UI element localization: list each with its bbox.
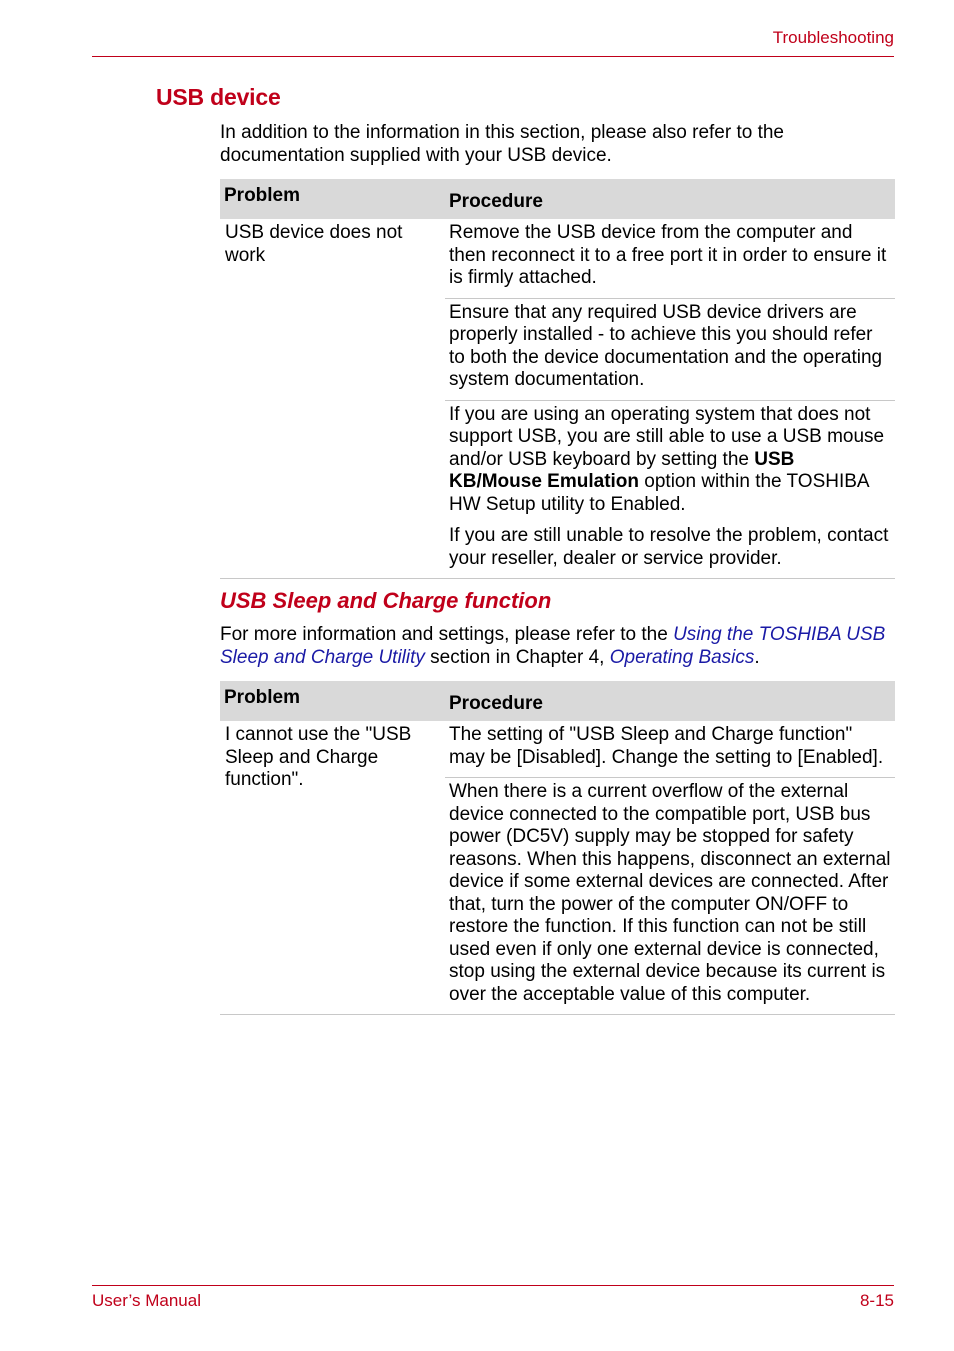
procedure-cell [445,298,895,400]
page-number: 8-15 [859,1291,894,1310]
procedure-cell [445,219,895,298]
usb-sleep-intro: For more information and settings, please refer to the Using the TOSHIBA USB Sleep and Charge Utility section in Chapter 4, Operating Basics. [220,624,886,668]
usb-sleep-table [220,681,895,1015]
procedure-cell [445,778,895,1015]
procedure-text: If you are still unable to resolve the problem, contact your reseller, dealer or service provider. [449,525,889,569]
link-operating-basics[interactable]: Operating Basics [609,647,755,668]
header-rule [92,56,894,57]
footer-manual-title: User’s Manual [92,1291,201,1310]
procedure-text: Remove the USB device from the computer and then reconnect it to a free port it in order to ensure it is firmly attached. [449,222,887,288]
column-header-problem: Problem [220,681,445,721]
usb-device-intro: In addition to the information in this section, please also refer to the documentation supplied with your USB device. [220,122,784,166]
usb-device-table [220,179,895,579]
procedure-cell [445,400,895,579]
section-title-usb-device: USB device [156,84,281,110]
setting-name: USB KB/Mouse Emulation [449,448,795,492]
problem-cell: I cannot use the "USB Sleep and Charge function". [220,721,445,1015]
footer-rule [92,1285,894,1286]
column-header-problem: Problem [220,179,445,219]
column-header-procedure: Procedure [445,179,895,219]
column-header-procedure: Procedure [445,681,895,721]
running-header: Troubleshooting [772,28,894,47]
procedure-cell [445,721,895,778]
procedure-text: If you are using an operating system that does not support USB, you are still able to use a USB mouse and/or USB keyboard by setting the USB KB/Mouse Emulation option within the TOSHIBA HW Setup utility to Enabled. [449,403,885,515]
subsection-title-usb-sleep: USB Sleep and Charge function [220,588,552,613]
table-header-row [220,681,895,721]
procedure-text: The setting of "USB Sleep and Charge function" may be [Disabled]. Change the setting to [Enabled]. [449,724,884,768]
table-row [220,219,895,298]
procedure-text: When there is a current overflow of the external device connected to the compatible port, USB bus power (DC5V) supply may be stopped for safety reasons. When this happens, disconnect an external device if some external devices are connected. After that, turn the power of the computer ON/OFF to restore the function. If this function can not be still used even if only one external device is connected, stop using the external device because its current is over the acceptable value of this computer. [449,781,891,1005]
table-row [220,721,895,778]
link-sleep-charge-utility[interactable]: Using the TOSHIBA USB Sleep and Charge Utility [220,624,886,668]
problem-cell: USB device does not work [220,219,445,579]
procedure-text: Ensure that any required USB device drivers are properly installed - to achieve this you should refer to both the device documentation and the operating system documentation. [449,301,883,390]
table-header-row [220,179,895,219]
